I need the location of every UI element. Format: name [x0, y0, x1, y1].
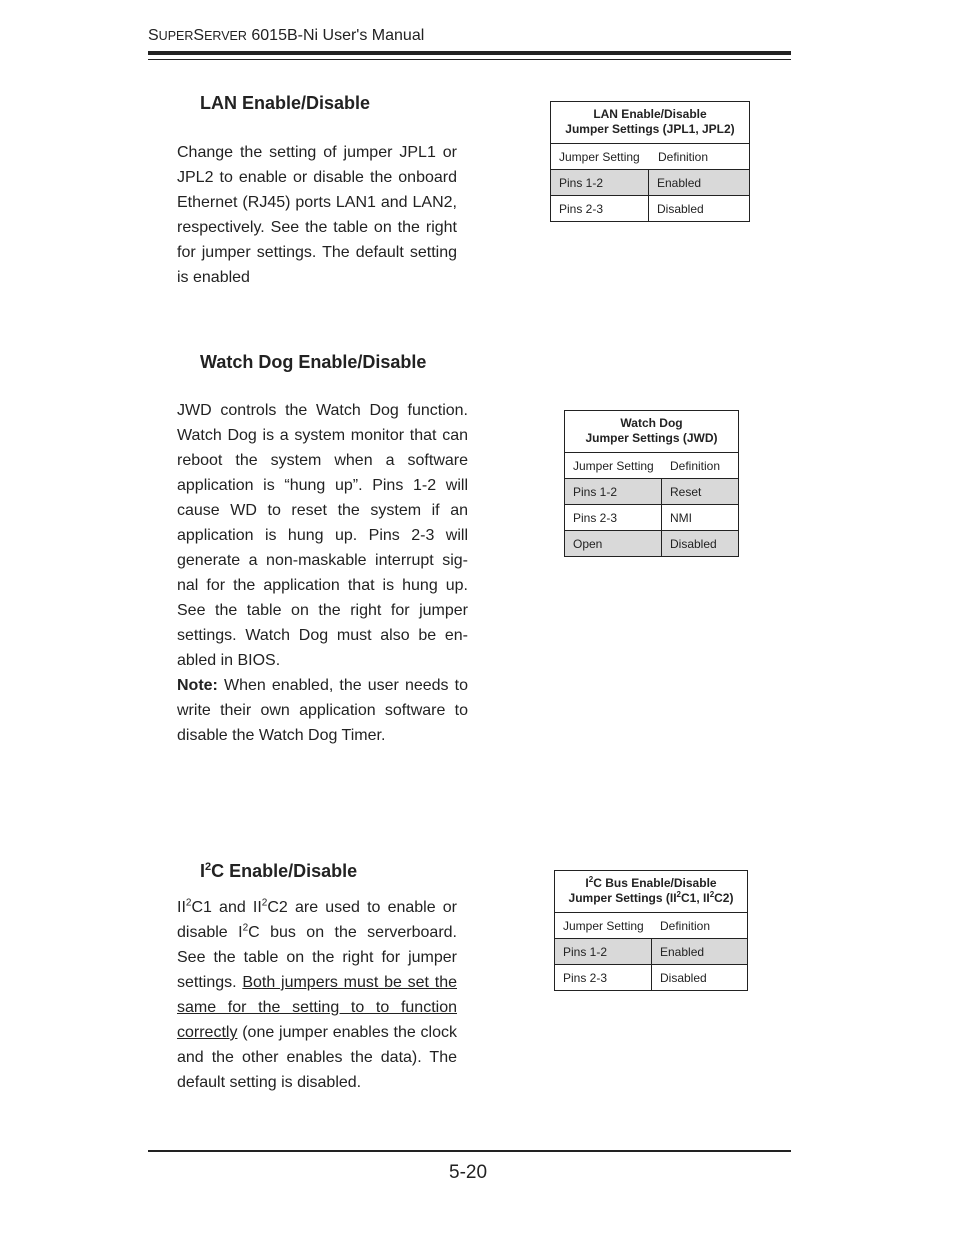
- note-label: Note:: [177, 677, 218, 694]
- header-rule-thick: [148, 51, 791, 55]
- i2c-body: [177, 895, 457, 1095]
- column-header: Jumper Setting: [559, 149, 640, 164]
- table-cell: Disabled: [660, 970, 707, 985]
- table-cell: Enabled: [660, 944, 705, 959]
- table-cell: Open: [565, 531, 662, 556]
- table-header-row: [555, 913, 747, 939]
- table-title-line: Jumper Settings (JPL1, JPL2): [565, 122, 735, 136]
- table-title: [565, 411, 738, 453]
- watchdog-jumper-table: [564, 410, 739, 557]
- table-row: [565, 504, 738, 530]
- header-text: 6015B-Ni User's Manual: [246, 27, 425, 44]
- page-number: 5-20: [449, 1162, 488, 1183]
- title-superscript: 2: [588, 875, 594, 884]
- title-text: C2): [714, 891, 734, 905]
- table-cell: Pins 2-3: [551, 196, 649, 221]
- watchdog-heading: Watch Dog Enable/Disable: [200, 352, 427, 372]
- superscript: 2: [261, 897, 268, 909]
- table-cell: Pins 1-2: [551, 170, 649, 195]
- lan-body: Change the setting of jumper JPL1 or JPL2 to enable or disable the onboard Ethernet (RJ45) ports LAN1 and LAN2, respectively. See the table on the right for jumper settings. The default setting is enabled: [177, 144, 457, 286]
- title-text: I: [585, 876, 589, 890]
- title-text: Jumper Settings (II: [568, 891, 677, 905]
- note-text: When enabled, the user needs to write their own application software to disable the Watch Dog Timer.: [177, 677, 468, 744]
- column-header: Jumper Setting: [573, 458, 654, 473]
- header-text: UPER: [158, 29, 194, 43]
- body-text: C bus on the serverboard. See the table on the right for jumper settings.: [177, 924, 457, 991]
- table-title: [555, 871, 747, 913]
- table-cell: Reset: [670, 484, 702, 499]
- i2c-heading: [200, 861, 357, 882]
- watchdog-body: [177, 398, 468, 748]
- table-cell: Pins 2-3: [565, 505, 662, 530]
- table-row: [555, 939, 747, 964]
- title-superscript: 2: [709, 890, 715, 899]
- lan-heading: LAN Enable/Disable: [200, 93, 371, 113]
- running-header: [148, 27, 424, 45]
- header-text: ERVER: [204, 29, 247, 43]
- lan-jumper-table: [550, 101, 750, 222]
- title-superscript: 2: [676, 890, 681, 899]
- table-header-row: [551, 144, 749, 170]
- column-header: Definition: [658, 149, 709, 164]
- superscript: 2: [185, 897, 192, 909]
- heading-superscript: 2: [205, 861, 212, 873]
- body-text: II: [177, 899, 186, 916]
- table-cell: NMI: [670, 510, 692, 525]
- table-cell: Pins 2-3: [555, 965, 652, 990]
- column-header: Jumper Setting: [563, 918, 644, 933]
- table-cell: Pins 1-2: [565, 479, 662, 504]
- table-cell: Pins 1-2: [555, 939, 652, 964]
- column-header: Definition: [660, 918, 711, 933]
- body-text: (one jumper enables the clock and the other enables the data). The default setting is disabled.: [177, 1024, 457, 1091]
- header-text: S: [148, 27, 159, 44]
- table-row: [551, 195, 749, 221]
- table-title: [551, 102, 749, 144]
- watchdog-body-text: JWD controls the Watch Dog function. Watch Dog is a system monitor that can reboot the system when a software application is “hung up”. Pins 1-2 will cause WD to reset the system if an application is hung up. Pins 2-3 will generate a non-maskable interrupt sig-nal for the application that is hung up. See the table on the right for jumper settings. Watch Dog must also be en-abled in BIOS.: [177, 402, 468, 669]
- title-text: C1, II: [681, 891, 710, 905]
- table-row: [551, 170, 749, 195]
- table-cell: Disabled: [670, 536, 717, 551]
- header-text: S: [193, 27, 205, 44]
- header-rule-thin: [148, 59, 791, 60]
- table-title-line: Jumper Settings (JWD): [585, 431, 718, 445]
- underlined-warning: Both jumpers must be set the same for the setting to to function correctly: [177, 974, 457, 1041]
- superscript: 2: [242, 922, 249, 934]
- table-row: [555, 964, 747, 990]
- body-text: C1 and II: [191, 899, 262, 916]
- table-title-line: [557, 891, 745, 906]
- footer-rule: [148, 1150, 791, 1152]
- column-header: Definition: [670, 458, 721, 473]
- i2c-jumper-table: [554, 870, 748, 991]
- heading-text: C Enable/Disable: [211, 861, 358, 881]
- table-title-line: LAN Enable/Disable: [593, 107, 707, 121]
- table-title-line: Watch Dog: [620, 416, 683, 430]
- table-row: [565, 479, 738, 504]
- table-cell: Enabled: [657, 175, 702, 190]
- table-row: [565, 530, 738, 556]
- title-text: C Bus Enable/Disable: [593, 876, 717, 890]
- table-cell: Disabled: [657, 201, 704, 216]
- body-text: C2 are used to enable or disable I: [177, 899, 457, 941]
- heading-text: I: [200, 861, 206, 881]
- table-header-row: [565, 453, 738, 479]
- table-title-line: [557, 876, 745, 891]
